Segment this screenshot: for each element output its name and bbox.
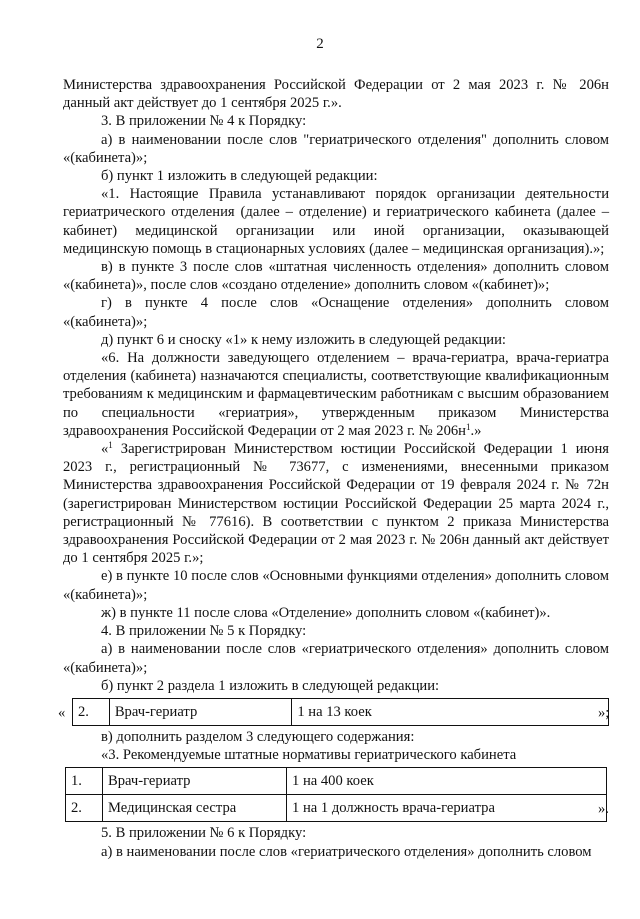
document-body: [58, 76, 610, 861]
paragraph-group-1: [63, 76, 609, 349]
position-cell: Врач-гериатр: [109, 698, 292, 725]
paragraph: б) пункт 1 изложить в следующей редакции:: [101, 168, 378, 185]
footnote-mark: 1: [108, 440, 113, 451]
paragraph: «1. Настоящие Правила устанавливают порядок организации деятельности гериатрического отделения (далее – отделение) и гериатрического кабинета (далее – кабинет) медицинской организации или иной организации, оказывающей медицинскую помощь в стационарных условиях (далее – медицинская организация).»;: [63, 186, 609, 257]
page-number: 2: [316, 36, 324, 52]
norm-cell: 1 на 13 коек: [292, 698, 609, 725]
paragraph: 3. В приложении № 4 к Порядку:: [101, 113, 307, 130]
paragraph: д) пункт 6 и сноску «1» к нему изложить в следующей редакции:: [101, 331, 506, 348]
paragraph-item-6: «6. На должности заведующего отделением – врача-гериатра, врача-гериатра отделения (кабинета) назначаются специалисты, соответствующие квалификационным требованиям к медицинским и фармацевтическим работникам с высшим образованием по специальности «гериатрия», утвержденным приказом Министерства здравоохранения Российской Федерации от 2 мая 2023 г. № $206н^1$.»: [63, 350, 609, 439]
paragraph: б) пункт 2 раздела 1 изложить в следующей редакции:: [101, 677, 440, 694]
paragraph: а) в наименовании после слов «гериатрического отделения» дополнить словом «(кабинета)»;: [63, 641, 609, 676]
norm-cell: 1 на 400 коек: [287, 768, 607, 795]
paragraph: 5. В приложении № 6 к Порядку:: [101, 825, 307, 842]
close-quote: »;: [598, 704, 610, 721]
paragraph: «3. Рекомендуемые штатные нормативы гериатрического кабинета: [101, 747, 517, 764]
table-row: [73, 698, 609, 725]
norm-cell: 1 на 1 должность врача-гериатра: [287, 795, 607, 822]
staff-table-1: [72, 698, 609, 726]
paragraph: а) в наименовании после слов "гериатрического отделения" дополнить словом «(кабинета)»;: [63, 131, 609, 166]
paragraph: 4. В приложении № 5 к Порядку:: [101, 623, 307, 640]
position-cell: Медицинская сестра: [103, 795, 287, 822]
footnote-paragraph: «$^1$ Зарегистрирован Министерством юстиции Российской Федерации 1 июня 2023 г., регистрационный № 73677, с изменениями, внесенными приказом Министерства здравоохранения Российской Федерации от 19 февраля 2024 г. № 72н (зарегистрирован Министерством юстиции Российской Федерации 25 марта 2024 г., регистрационный № 77616). В соответствии с пунктом 2 приказа Министерства здравоохранения Российской Федерации от 2 мая 2023 г. № 206н данный акт действует до 1 сентября 2025 г.»;: [63, 440, 609, 567]
close-quote: ».: [598, 801, 609, 818]
staff-table-1-wrap: [58, 698, 610, 726]
paragraph: ж) в пункте 11 после слова «Отделение» дополнить словом «(кабинет)».: [101, 604, 551, 621]
paragraph: а) в наименовании после слов «гериатрического отделения» дополнить словом: [101, 843, 592, 860]
paragraph: е) в пункте 10 после слов «Основными функциями отделения» дополнить словом «(кабинета)»;: [63, 568, 609, 603]
paragraph: в) дополнить разделом 3 следующего содержания:: [101, 728, 415, 745]
row-number: 2.: [66, 795, 103, 822]
paragraph: в) в пункте 3 после слов «штатная численность отделения» дополнить словом «(кабинета)», после слов «создано отделение» дополнить словом «(кабинет)»;: [63, 259, 609, 294]
paragraph-group-3: [63, 728, 609, 764]
paragraph-group-4: [63, 824, 609, 860]
table-row: [66, 795, 607, 822]
footnote-ref: 1: [466, 421, 471, 432]
paragraph: Министерства здравоохранения Российской Федерации от 2 мая 2023 г. № 206н данный акт действует до 1 сентября 2025 г.».: [63, 77, 609, 112]
position-cell: Врач-гериатр: [103, 768, 287, 795]
staff-table-2: [65, 767, 607, 822]
row-number: 1.: [66, 768, 103, 795]
row-number: 2.: [73, 698, 110, 725]
paragraph: г) в пункте 4 после слов «Оснащение отделения» дополнить словом «(кабинета)»;: [63, 295, 609, 330]
open-quote: «: [58, 704, 66, 721]
table-row: [66, 768, 607, 795]
staff-table-2-wrap: [63, 767, 609, 822]
paragraph-group-2: [63, 567, 609, 694]
